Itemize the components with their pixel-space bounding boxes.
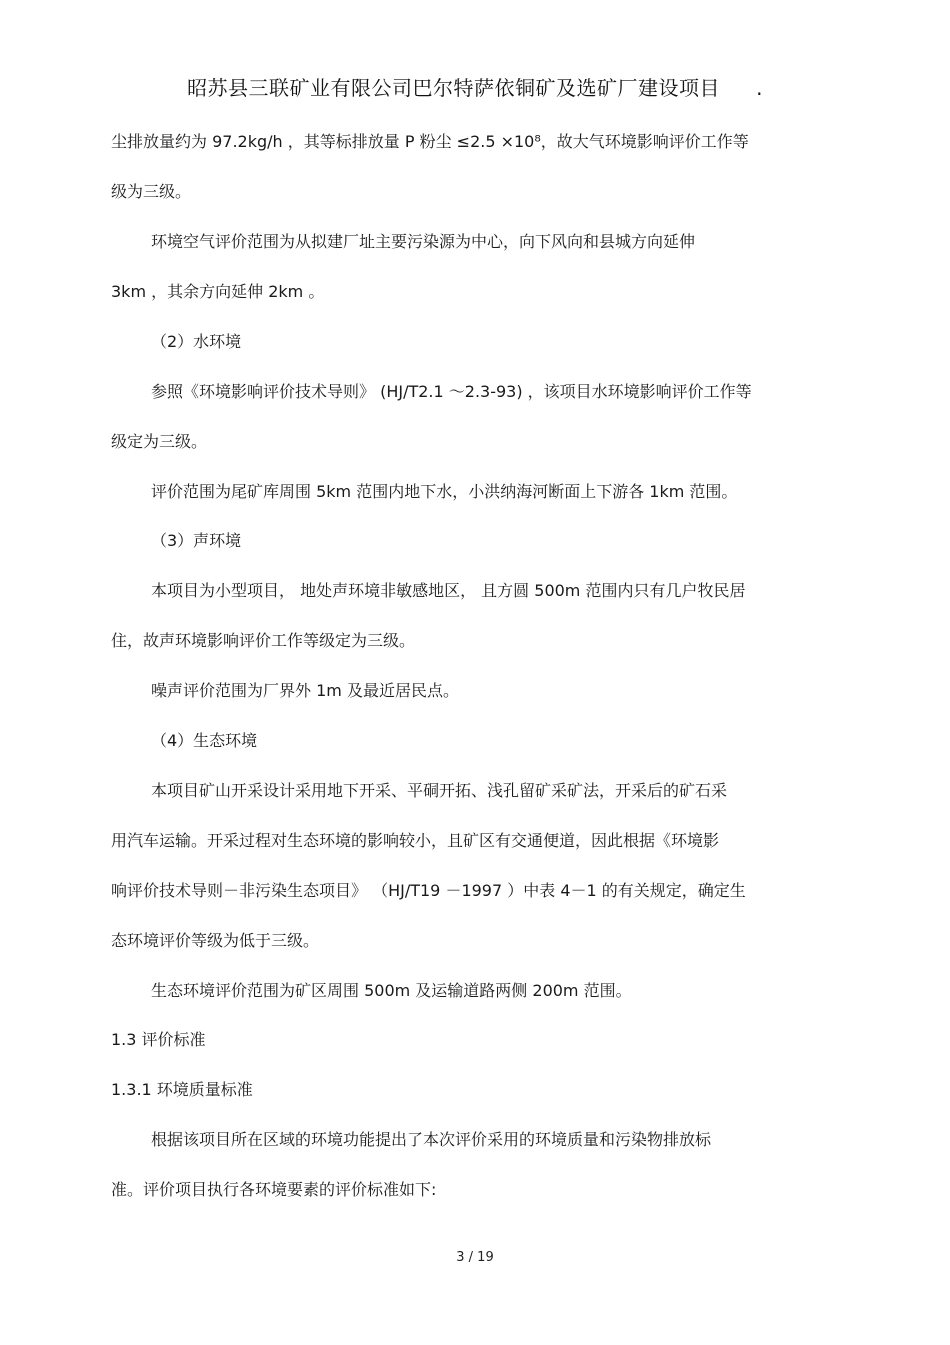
body-line-7: 级定为三级。 bbox=[111, 432, 208, 451]
document-title: 昭苏县三联矿业有限公司巴尔特萨依铜矿及选矿厂建设项目 bbox=[187, 76, 721, 100]
body-line-4: 3km ，其余方向延伸 2km 。 bbox=[111, 282, 325, 301]
section-heading-noise: （3）声环境 bbox=[151, 531, 242, 550]
section-heading-1-3-1: 1.3.1 环境质量标准 bbox=[111, 1080, 253, 1099]
section-heading-water: （2）水环境 bbox=[151, 332, 242, 351]
body-line-18: 生态环境评价范围为矿区周围 500m 及运输道路两侧 200m 范围。 bbox=[151, 981, 632, 1000]
body-line-21: 根据该项目所在区域的环境功能提出了本次评价采用的环境质量和污染物排放标 bbox=[151, 1130, 712, 1149]
body-line-17: 态环境评价等级为低于三级。 bbox=[111, 931, 320, 950]
body-line-10: 本项目为小型项目， 地处声环境非敏感地区， 且方圆 500m 范围内只有几户牧民居 bbox=[151, 581, 746, 600]
body-line-6: 参照《环境影响评价技术导则》 (HJ/T2.1 ～2.3-93) ，该项目水环境影响评价工作等 bbox=[151, 382, 752, 401]
body-line-3: 环境空气评价范围为从拟建厂址主要污染源为中心，向下风向和县城方向延伸 bbox=[151, 232, 696, 251]
body-line-22: 准。评价项目执行各环境要素的评价标准如下: bbox=[111, 1180, 437, 1199]
section-heading-1-3: 1.3 评价标准 bbox=[111, 1030, 206, 1049]
body-line-14: 本项目矿山开采设计采用地下开采、平硐开拓、浅孔留矿采矿法，开采后的矿石采 bbox=[151, 781, 728, 800]
body-line-1: 尘排放量约为 97.2kg/h ，其等标排放量 P 粉尘 ≤2.5 ×10⁸，故大气环境影响评价工作等 bbox=[111, 132, 749, 151]
body-line-2: 级为三级。 bbox=[111, 182, 192, 201]
page-number: 3 / 19 bbox=[456, 1250, 494, 1265]
body-line-11: 住，故声环境影响评价工作等级定为三级。 bbox=[111, 631, 416, 650]
body-line-15: 用汽车运输。开采过程对生态环境的影响较小，且矿区有交通便道，因此根据《环境影 bbox=[111, 831, 720, 850]
body-line-12: 噪声评价范围为厂界外 1m 及最近居民点。 bbox=[151, 681, 459, 700]
body-line-16: 响评价技术导则－非污染生态项目》 （HJ/T19 －1997 ）中表 4－1 的有关规定，确定生 bbox=[111, 881, 746, 900]
section-heading-ecology: （4）生态环境 bbox=[151, 731, 258, 750]
body-line-8: 评价范围为尾矿库周围 5km 范围内地下水，小洪纳海河断面上下游各 1km 范围。 bbox=[151, 482, 738, 501]
page-header bbox=[0, 72, 950, 101]
header-mark: . bbox=[756, 76, 763, 100]
